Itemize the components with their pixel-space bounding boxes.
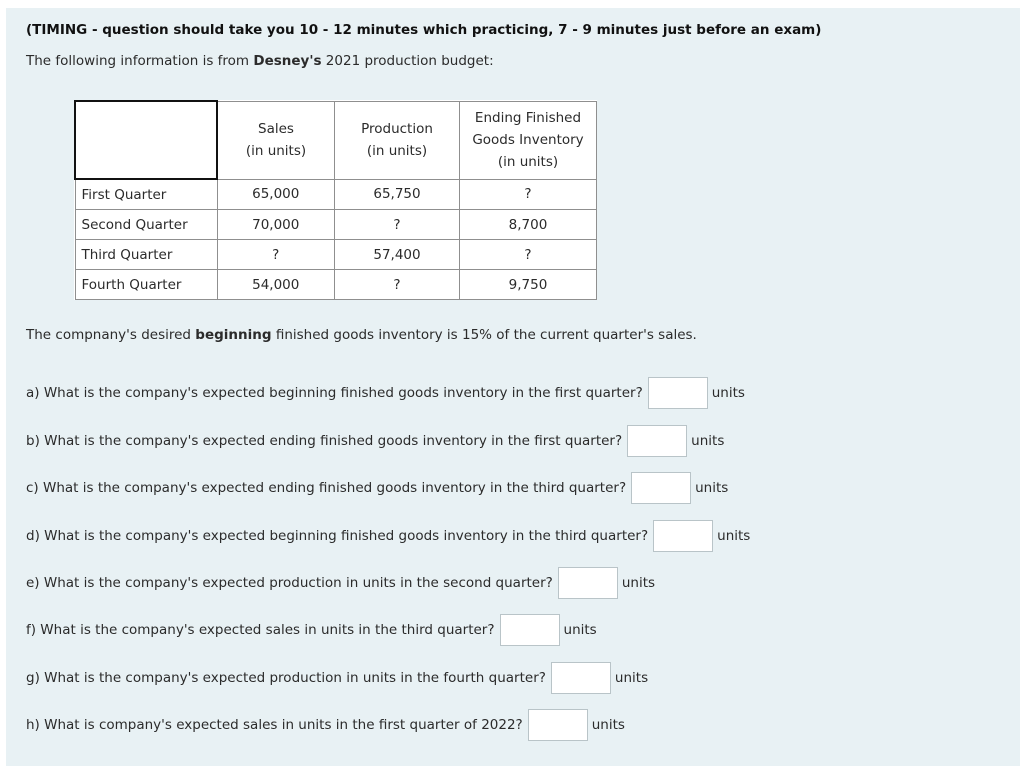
table-cell-production: ?	[335, 210, 460, 240]
header-line: (in units)	[245, 143, 307, 159]
question-f	[26, 612, 597, 648]
header-line: (in units)	[497, 154, 559, 170]
answer-input-c[interactable]	[631, 472, 691, 504]
table-cell-production: ?	[335, 270, 460, 300]
header-cell-sales	[217, 101, 335, 179]
intro-prefix: The following information is from	[26, 53, 254, 69]
unit-label: units	[711, 385, 745, 401]
table-row	[75, 179, 597, 210]
answer-input-a[interactable]	[648, 377, 708, 409]
question-b	[26, 423, 724, 459]
header-line: Production	[361, 121, 433, 137]
table-cell-production: 57,400	[335, 240, 460, 270]
table-cell-ending-inventory: ?	[460, 240, 597, 270]
unit-label: units	[614, 670, 649, 686]
question-e	[26, 565, 655, 601]
header-cell-ending-inventory	[460, 101, 597, 179]
question-a	[26, 375, 745, 411]
header-line: Ending Finished	[474, 110, 582, 126]
question-h	[26, 707, 625, 743]
table-cell-sales: 65,000	[217, 179, 335, 210]
table-cell-ending-inventory: 8,700	[460, 210, 597, 240]
header-cell-blank	[75, 101, 217, 179]
inventory-policy-note	[26, 327, 697, 343]
table-cell-sales: ?	[217, 240, 335, 270]
answer-input-h[interactable]	[528, 709, 588, 741]
header-cell-production	[335, 101, 460, 179]
table-row	[75, 270, 597, 300]
question-text: g) What is the company's expected production in units in the fourth quarter?	[26, 670, 546, 686]
question-text: f) What is the company's expected sales in units in the third quarter?	[26, 622, 495, 638]
timing-note: (TIMING - question should take you 10 - 12 minutes which practicing, 7 - 9 minutes just before an exam)	[26, 22, 822, 38]
table-cell-quarter: First Quarter	[75, 179, 217, 210]
table-cell-quarter: Second Quarter	[75, 210, 217, 240]
unit-label: units	[695, 480, 729, 496]
header-line: (in units)	[366, 143, 428, 159]
intro-text	[26, 53, 494, 69]
question-text: e) What is the company's expected production in units in the second quarter?	[26, 575, 553, 591]
table-row	[75, 240, 597, 270]
answer-input-f[interactable]	[500, 614, 560, 646]
table-cell-sales: 54,000	[217, 270, 335, 300]
question-text: b) What is the company's expected ending finished goods inventory in the first quarter?	[26, 433, 623, 449]
unit-label: units	[691, 433, 725, 449]
intro-suffix: 2021 production budget:	[321, 53, 494, 69]
unit-label: units	[717, 528, 751, 544]
header-line: Goods Inventory	[472, 132, 584, 148]
question-text: c) What is the company's expected ending finished goods inventory in the third quarter?	[26, 480, 627, 496]
answer-input-g[interactable]	[551, 662, 611, 694]
answer-input-b[interactable]	[627, 425, 687, 457]
note-suffix: finished goods inventory is 15% of the current quarter's sales.	[271, 327, 697, 343]
question-g	[26, 660, 648, 696]
unit-label: units	[591, 717, 625, 733]
production-budget-table	[74, 100, 597, 300]
table-cell-quarter: Fourth Quarter	[75, 270, 217, 300]
note-bold: beginning	[195, 327, 272, 343]
header-line: Sales	[258, 121, 294, 137]
answer-input-e[interactable]	[558, 567, 618, 599]
unit-label: units	[621, 575, 656, 591]
question-c	[26, 470, 728, 506]
unit-label: units	[563, 622, 597, 638]
table-cell-production: 65,750	[335, 179, 460, 210]
table-cell-ending-inventory: ?	[460, 179, 597, 210]
table-row	[75, 210, 597, 240]
question-text: d) What is the company's expected beginning finished goods inventory in the third quarter?	[26, 528, 649, 544]
company-name: Desney's	[253, 53, 322, 69]
table-header-row	[75, 101, 597, 179]
note-prefix: The compnany's desired	[26, 327, 196, 343]
question-text: a) What is the company's expected beginning finished goods inventory in the first quarter?	[26, 385, 643, 401]
question-d	[26, 518, 750, 554]
answer-input-d[interactable]	[653, 520, 713, 552]
question-text: h) What is company's expected sales in units in the first quarter of 2022?	[26, 717, 523, 733]
table-cell-sales: 70,000	[217, 210, 335, 240]
table-cell-ending-inventory: 9,750	[460, 270, 597, 300]
table-cell-quarter: Third Quarter	[75, 240, 217, 270]
